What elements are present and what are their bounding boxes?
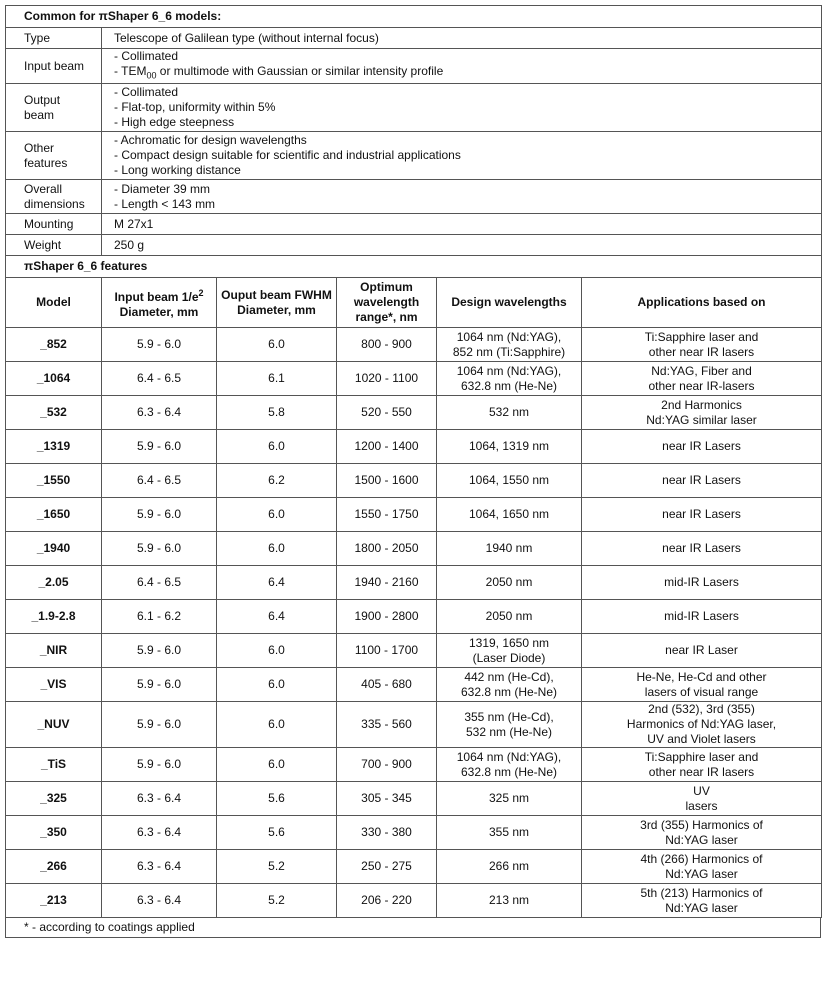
spec-label-weight: Weight [6,235,102,256]
cell-range: 335 - 560 [337,702,437,748]
cell-range: 305 - 345 [337,782,437,816]
cell-input: 6.3 - 6.4 [102,782,217,816]
table-row [6,362,822,396]
cell-design: 1064 nm (Nd:YAG), 632.8 nm (He-Ne) [437,362,582,396]
cell-input: 6.4 - 6.5 [102,362,217,396]
table-row [6,634,822,668]
cell-output: 6.0 [217,430,337,464]
cell-apps: near IR Lasers [582,430,822,464]
cell-design: 1064, 1319 nm [437,430,582,464]
table-row [6,498,822,532]
cell-design: 1064, 1550 nm [437,464,582,498]
cell-range: 330 - 380 [337,816,437,850]
cell-design: 213 nm [437,884,582,918]
cell-model: _2.05 [6,566,102,600]
table-row [6,532,822,566]
table-row [6,702,822,748]
cell-input: 6.3 - 6.4 [102,816,217,850]
cell-design: 355 nm (He-Cd), 532 nm (He-Ne) [437,702,582,748]
cell-output: 5.6 [217,782,337,816]
spec-label-input-beam: Input beam [6,49,102,84]
cell-range: 800 - 900 [337,328,437,362]
cell-apps: mid-IR Lasers [582,566,822,600]
spec-label-dimensions: Overall dimensions [6,180,102,214]
input-beam-line2-post: or multimode with Gaussian or similar intensity profile [156,64,444,78]
cell-model: _213 [6,884,102,918]
cell-range: 1900 - 2800 [337,600,437,634]
cell-range: 700 - 900 [337,748,437,782]
cell-model: _TiS [6,748,102,782]
cell-model: _1940 [6,532,102,566]
cell-model: _1650 [6,498,102,532]
cell-apps: Ti:Sapphire laser and other near IR lasers [582,328,822,362]
cell-model: _852 [6,328,102,362]
cell-model: _325 [6,782,102,816]
col-header-apps: Applications based on [582,278,822,328]
cell-apps: near IR Lasers [582,498,822,532]
cell-output: 6.0 [217,748,337,782]
cell-input: 5.9 - 6.0 [102,634,217,668]
cell-input: 5.9 - 6.0 [102,668,217,702]
input-beam-line2-sub: 00 [146,70,157,81]
cell-output: 6.0 [217,328,337,362]
cell-model: _532 [6,396,102,430]
features-title: πShaper 6_6 features [6,256,822,278]
table-row [6,668,822,702]
cell-output: 6.0 [217,634,337,668]
col-header-input-beam-sup: 2 [198,287,204,298]
cell-apps: near IR Lasers [582,464,822,498]
cell-output: 6.2 [217,464,337,498]
spec-value-input-beam [102,49,822,84]
spec-value-other-features: - Achromatic for design wavelengths - Compact design suitable for scientific and industrial applications - Long working distance [102,132,822,180]
cell-design: 532 nm [437,396,582,430]
cell-input: 5.9 - 6.0 [102,532,217,566]
spec-label-output-beam: Output beam [6,84,102,132]
col-header-input-beam [102,278,217,328]
cell-design: 1940 nm [437,532,582,566]
input-beam-line2-pre: - TEM [114,64,147,78]
cell-input: 5.9 - 6.0 [102,430,217,464]
cell-apps: 2nd Harmonics Nd:YAG similar laser [582,396,822,430]
cell-input: 5.9 - 6.0 [102,328,217,362]
spec-label-mounting: Mounting [6,214,102,235]
cell-model: _NUV [6,702,102,748]
cell-input: 6.4 - 6.5 [102,566,217,600]
cell-apps: 2nd (532), 3rd (355) Harmonics of Nd:YAG laser, UV and Violet lasers [582,702,822,748]
col-header-input-beam-pre: Input beam 1/e [114,289,199,304]
cell-model: _1319 [6,430,102,464]
table-row [6,566,822,600]
col-header-input-beam-post: Diameter, mm [119,304,199,319]
cell-apps: near IR Laser [582,634,822,668]
spec-value-weight: 250 g [102,235,822,256]
cell-range: 1100 - 1700 [337,634,437,668]
cell-apps: 4th (266) Harmonics of Nd:YAG laser [582,850,822,884]
spec-table [5,5,822,278]
cell-output: 6.0 [217,498,337,532]
cell-model: _1550 [6,464,102,498]
cell-apps: mid-IR Lasers [582,600,822,634]
cell-input: 5.9 - 6.0 [102,748,217,782]
cell-design: 2050 nm [437,566,582,600]
cell-model: _350 [6,816,102,850]
features-table [5,277,822,918]
cell-output: 6.0 [217,668,337,702]
input-beam-line1: - Collimated [114,49,179,63]
cell-design: 2050 nm [437,600,582,634]
table-row [6,782,822,816]
table-row [6,850,822,884]
cell-model: _266 [6,850,102,884]
table-row [6,748,822,782]
common-title: Common for πShaper 6_6 models: [6,6,822,28]
col-header-output-beam: Ouput beam FWHM Diameter, mm [217,278,337,328]
spec-value-type: Telescope of Galilean type (without internal focus) [102,28,822,49]
spec-sheet [5,5,821,938]
cell-range: 1940 - 2160 [337,566,437,600]
cell-input: 6.4 - 6.5 [102,464,217,498]
cell-output: 5.2 [217,850,337,884]
table-row [6,328,822,362]
cell-output: 5.2 [217,884,337,918]
cell-model: _1064 [6,362,102,396]
cell-output: 6.0 [217,702,337,748]
input-beam-line2 [114,64,815,83]
table-row [6,430,822,464]
col-header-design: Design wavelengths [437,278,582,328]
cell-range: 405 - 680 [337,668,437,702]
cell-apps: Nd:YAG, Fiber and other near IR-lasers [582,362,822,396]
cell-output: 6.4 [217,600,337,634]
cell-design: 1064 nm (Nd:YAG), 632.8 nm (He-Ne) [437,748,582,782]
cell-design: 1064, 1650 nm [437,498,582,532]
cell-design: 442 nm (He-Cd), 632.8 nm (He-Ne) [437,668,582,702]
cell-input: 6.1 - 6.2 [102,600,217,634]
spec-value-output-beam: - Collimated - Flat-top, uniformity within 5% - High edge steepness [102,84,822,132]
cell-design: 355 nm [437,816,582,850]
cell-range: 250 - 275 [337,850,437,884]
cell-output: 6.4 [217,566,337,600]
cell-range: 206 - 220 [337,884,437,918]
spec-label-other-features: Other features [6,132,102,180]
table-row [6,816,822,850]
cell-input: 5.9 - 6.0 [102,498,217,532]
cell-apps: 5th (213) Harmonics of Nd:YAG laser [582,884,822,918]
cell-output: 6.1 [217,362,337,396]
table-row [6,396,822,430]
cell-range: 1200 - 1400 [337,430,437,464]
cell-apps: near IR Lasers [582,532,822,566]
cell-model: _1.9-2.8 [6,600,102,634]
cell-output: 5.6 [217,816,337,850]
footnote: * - according to coatings applied [6,918,821,938]
table-row [6,884,822,918]
cell-apps: UV lasers [582,782,822,816]
spec-value-mounting: M 27x1 [102,214,822,235]
cell-range: 1550 - 1750 [337,498,437,532]
cell-apps: He-Ne, He-Cd and other lasers of visual range [582,668,822,702]
cell-input: 6.3 - 6.4 [102,884,217,918]
cell-output: 5.8 [217,396,337,430]
cell-input: 6.3 - 6.4 [102,396,217,430]
table-row [6,464,822,498]
cell-apps: 3rd (355) Harmonics of Nd:YAG laser [582,816,822,850]
cell-design: 325 nm [437,782,582,816]
cell-apps: Ti:Sapphire laser and other near IR lasers [582,748,822,782]
cell-model: _VIS [6,668,102,702]
cell-range: 1500 - 1600 [337,464,437,498]
spec-label-type: Type [6,28,102,49]
cell-design: 1319, 1650 nm (Laser Diode) [437,634,582,668]
cell-range: 1020 - 1100 [337,362,437,396]
footnote-table [5,917,821,938]
cell-range: 1800 - 2050 [337,532,437,566]
cell-input: 5.9 - 6.0 [102,702,217,748]
cell-design: 266 nm [437,850,582,884]
cell-output: 6.0 [217,532,337,566]
cell-input: 6.3 - 6.4 [102,850,217,884]
model-rows [6,328,822,918]
col-header-range: Optimum wavelength range*, nm [337,278,437,328]
cell-design: 1064 nm (Nd:YAG), 852 nm (Ti:Sapphire) [437,328,582,362]
table-row [6,600,822,634]
cell-model: _NIR [6,634,102,668]
cell-range: 520 - 550 [337,396,437,430]
spec-value-dimensions: - Diameter 39 mm - Length < 143 mm [102,180,822,214]
col-header-model: Model [6,278,102,328]
